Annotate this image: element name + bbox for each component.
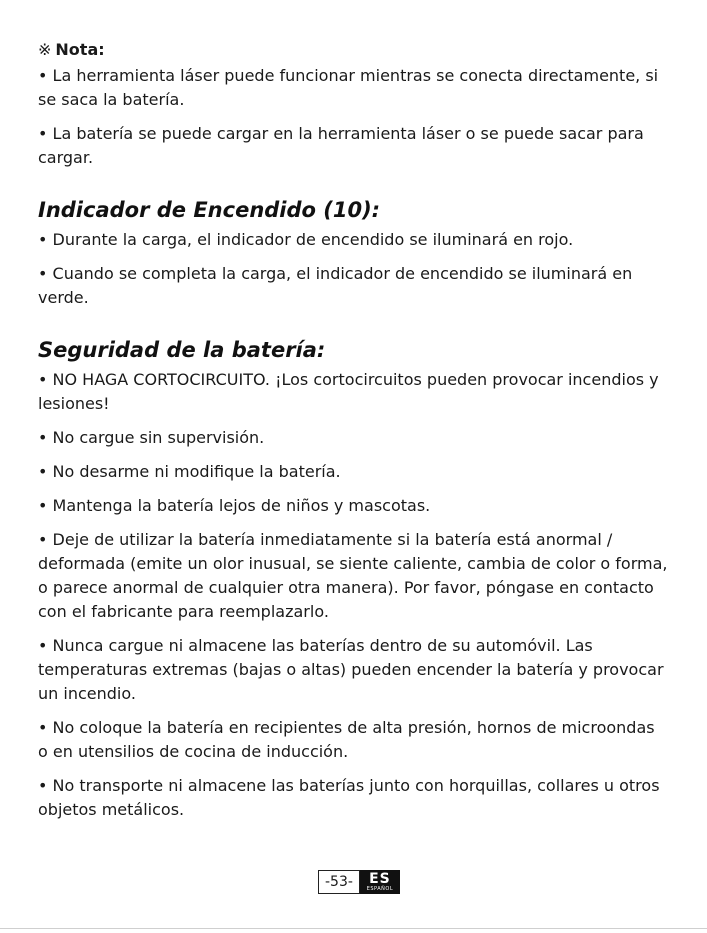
page-footer <box>318 870 400 894</box>
note-item: • La batería se puede cargar en la herramienta láser o se puede sacar para cargar. <box>38 124 644 167</box>
note-heading <box>38 38 668 62</box>
bottom-divider <box>0 928 707 929</box>
battery-safety-item: • No desarme ni modifique la batería. <box>38 462 341 481</box>
section-title-battery-safety: Seguridad de la batería: <box>38 338 326 362</box>
language-badge <box>360 870 400 894</box>
battery-safety-item: • Nunca cargue ni almacene las baterías dentro de su automóvil. Las temperaturas extremas (bajas o altas) pueden encender la batería y provocar un incendio. <box>38 636 664 703</box>
language-name: ESPAÑOL <box>366 886 394 892</box>
battery-safety-item: • NO HAGA CORTOCIRCUITO. ¡Los cortocircuitos pueden provocar incendios y lesiones! <box>38 370 659 413</box>
battery-safety-item: • No coloque la batería en recipientes de alta presión, hornos de microondas o en utensilios de cocina de inducción. <box>38 718 655 761</box>
battery-safety-item: • Deje de utilizar la batería inmediatamente si la batería está anormal / deformada (emite un olor inusual, se siente caliente, cambia de color o forma, o parece anormal de cualquier otra manera). Por favor, póngase en contacto con el fabricante para reemplazarlo. <box>38 530 668 621</box>
battery-safety-item: • Mantenga la batería lejos de niños y mascotas. <box>38 496 431 515</box>
section-title-power-indicator: Indicador de Encendido (10): <box>38 198 381 222</box>
battery-safety-item: • No transporte ni almacene las baterías junto con horquillas, collares u otros objetos metálicos. <box>38 776 660 819</box>
power-indicator-item: • Durante la carga, el indicador de encendido se iluminará en rojo. <box>38 230 574 249</box>
note-title: Nota: <box>55 40 105 59</box>
page-number: -53- <box>318 870 360 894</box>
battery-safety-item: • No cargue sin supervisión. <box>38 428 265 447</box>
note-mark: ※ <box>38 40 52 59</box>
power-indicator-item: • Cuando se completa la carga, el indicador de encendido se iluminará en verde. <box>38 264 633 307</box>
language-code: ES <box>369 871 391 887</box>
note-item: • La herramienta láser puede funcionar mientras se conecta directamente, si se saca la batería. <box>38 66 659 109</box>
page-content <box>38 38 668 832</box>
